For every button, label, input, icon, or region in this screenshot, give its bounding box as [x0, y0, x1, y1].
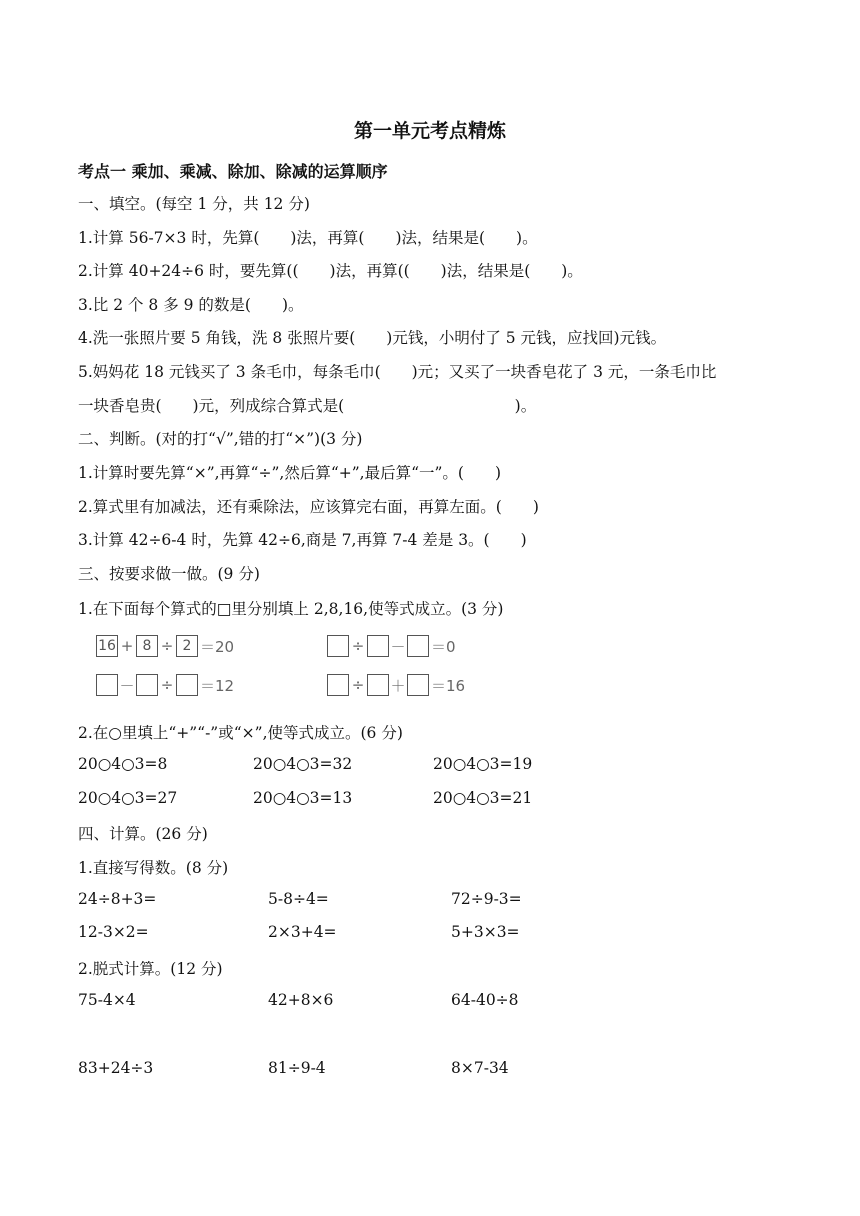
- equation-result: ＝16: [431, 676, 466, 695]
- box-equation-2: [327, 635, 456, 657]
- s4-question-2: 2.脱式计算。(12 分): [78, 960, 223, 978]
- answer-box[interactable]: [367, 674, 389, 696]
- operator: ÷: [160, 676, 174, 694]
- circle-equation: 20○4○3=8: [78, 755, 168, 773]
- s3-question-2: 2.在○里填上“+”“-”或“×”,使等式成立。(6 分): [78, 724, 403, 742]
- circle-equation: 20○4○3=32: [253, 755, 353, 773]
- operator: ÷: [351, 637, 365, 655]
- section4-heading: 四、计算。(26 分): [78, 825, 208, 843]
- answer-box[interactable]: [96, 674, 118, 696]
- s2-question-1: 1.计算时要先算“×”,再算“÷”,然后算“+”,最后算“一”。( ): [78, 464, 502, 482]
- s1-question-1: 1.计算 56-7×3 时，先算( )法，再算( )法，结果是( )。: [78, 229, 538, 247]
- s2-question-2: 2.算式里有加减法，还有乘除法，应该算完右面，再算左面。( ): [78, 498, 539, 516]
- section1-heading: 一、填空。(每空 1 分，共 12 分): [78, 195, 310, 213]
- answer-box[interactable]: [327, 674, 349, 696]
- s2-question-3: 3.计算 42÷6-4 时，先算 42÷6,商是 7,再算 7-4 差是 3。( ): [78, 531, 527, 549]
- kaodian-heading: 考点一 乘加、乘减、除加、除减的运算顺序: [78, 162, 388, 181]
- oral-calc-item: 72÷9-3=: [451, 890, 522, 908]
- operator: ÷: [160, 637, 174, 655]
- s1-question-4: 4.洗一张照片要 5 角钱，洗 8 张照片要( )元钱，小明付了 5 元钱，应找回)元钱。: [78, 329, 667, 347]
- box-equation-1: [96, 635, 234, 657]
- stepwise-calc-item: 64-40÷8: [451, 991, 519, 1009]
- answer-box[interactable]: [136, 674, 158, 696]
- operator: －: [119, 676, 135, 695]
- box-equation-4: [327, 674, 465, 696]
- circle-equation: 20○4○3=27: [78, 789, 178, 807]
- operator: －: [390, 637, 406, 656]
- s1-question-2: 2.计算 40+24÷6 时，要先算(( )法，再算(( )法，结果是( )。: [78, 262, 583, 280]
- answer-box[interactable]: 2: [176, 635, 198, 657]
- s1-question-5b: 一块香皂贵( )元，列成综合算式是( )。: [78, 397, 537, 415]
- stepwise-calc-item: 75-4×4: [78, 991, 136, 1009]
- circle-equation: 20○4○3=21: [433, 789, 533, 807]
- stepwise-calc-item: 8×7-34: [451, 1059, 509, 1077]
- s1-question-5a: 5.妈妈花 18 元钱买了 3 条毛巾，每条毛巾( )元；又买了一块香皂花了 3 元，一条毛巾比: [78, 363, 717, 381]
- equation-result: ＝20: [200, 637, 235, 656]
- oral-calc-item: 5+3×3=: [451, 923, 520, 941]
- circle-equation: 20○4○3=19: [433, 755, 533, 773]
- stepwise-calc-item: 42+8×6: [268, 991, 334, 1009]
- oral-calc-item: 2×3+4=: [268, 923, 337, 941]
- operator: ＋: [390, 676, 406, 695]
- equation-result: ＝12: [200, 676, 235, 695]
- equation-result: ＝0: [431, 637, 456, 656]
- section3-heading: 三、按要求做一做。(9 分): [78, 565, 260, 583]
- section2-heading: 二、判断。(对的打“√”,错的打“×”)(3 分): [78, 430, 363, 448]
- oral-calc-item: 12-3×2=: [78, 923, 149, 941]
- circle-equation: 20○4○3=13: [253, 789, 353, 807]
- answer-box[interactable]: [327, 635, 349, 657]
- operator: +: [120, 637, 134, 655]
- answer-box[interactable]: 16: [96, 635, 118, 657]
- answer-box[interactable]: [407, 674, 429, 696]
- answer-box[interactable]: [367, 635, 389, 657]
- stepwise-calc-item: 81÷9-4: [268, 1059, 326, 1077]
- box-equation-3: [96, 674, 234, 696]
- answer-box[interactable]: [176, 674, 198, 696]
- s4-question-1: 1.直接写得数。(8 分): [78, 859, 229, 877]
- answer-box[interactable]: [407, 635, 429, 657]
- s1-question-3: 3.比 2 个 8 多 9 的数是( )。: [78, 296, 304, 314]
- s3-question-1: 1.在下面每个算式的□里分别填上 2,8,16,使等式成立。(3 分): [78, 600, 504, 618]
- oral-calc-item: 24÷8+3=: [78, 890, 157, 908]
- page-title: 第一单元考点精炼: [353, 120, 506, 142]
- stepwise-calc-item: 83+24÷3: [78, 1059, 154, 1077]
- answer-box[interactable]: 8: [136, 635, 158, 657]
- oral-calc-item: 5-8÷4=: [268, 890, 329, 908]
- operator: ÷: [351, 676, 365, 694]
